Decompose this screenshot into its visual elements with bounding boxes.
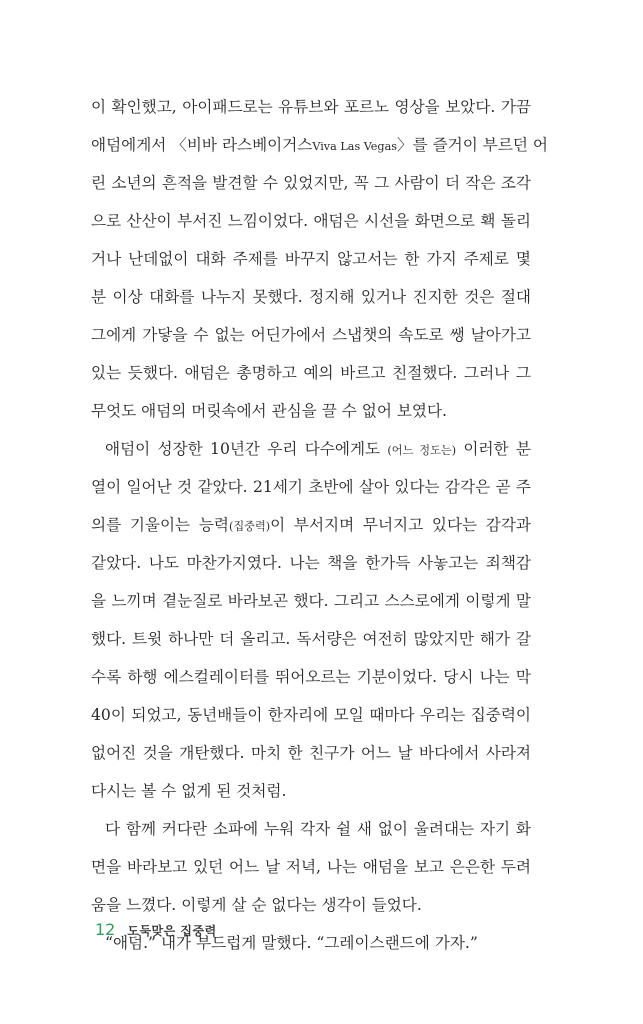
text-line: 을 느끼며 곁눈질로 바라보곤 했다. 그리고 스스로에게 이렇게 말 — [91, 592, 531, 610]
parenthetical: (어느 정도는) — [387, 444, 457, 457]
text-line: 없어진 것을 개탄했다. 마치 한 친구가 어느 날 바다에서 사라져 — [91, 744, 531, 762]
text-line: 했다. 트윗 하나만 더 올리고. 독서량은 여전히 많았지만 해가 갈 — [91, 630, 531, 648]
running-title: 도둑맞은 집중력 — [127, 924, 217, 938]
text-line: 애덤이 성장한 10년간 우리 다수에게도 (어느 정도는) 이러한 분 — [105, 440, 531, 458]
text-line: 그에게 가닿을 수 없는 어딘가에서 스냅챗의 속도로 쌩 날아가고 — [91, 326, 531, 344]
text-line: 같았다. 나도 마찬가지였다. 나는 책을 한가득 사놓고는 죄책감 — [91, 554, 531, 572]
text-line: 있는 듯했다. 애덤은 총명하고 예의 바르고 친절했다. 그러나 그 — [91, 364, 531, 382]
text-line: 으로 산산이 부서진 느낌이었다. 애덤은 시선을 화면으로 홱 돌리 — [91, 212, 531, 230]
text-line: 수록 하행 에스컬레이터를 뛰어오르는 기분이었다. 당시 나는 막 — [91, 668, 531, 686]
text-line: 다시는 볼 수 없게 된 것처럼. — [91, 782, 287, 800]
text-line: 린 소년의 흔적을 발견할 수 있었지만, 꼭 그 사람이 더 작은 조각 — [91, 174, 531, 192]
text-line: 면을 바라보고 있던 어느 날 저녁, 나는 애덤을 보고 은은한 두려 — [91, 858, 531, 876]
parenthetical: (집중력) — [228, 520, 271, 533]
text-line: “애덤.” 내가 부드럽게 말했다. “그레이스랜드에 가자.” — [105, 934, 478, 952]
text-line: 의를 기울이는 능력(집중력)이 부서지며 무너지고 있다는 감각과 — [91, 516, 531, 534]
text-line: 다 함께 커다란 소파에 누워 각자 쉴 새 없이 울려대는 자기 화 — [105, 820, 531, 838]
text-line: 거나 난데없이 대화 주제를 바꾸지 않고서는 한 가지 주제로 몇 — [91, 250, 531, 268]
text-line: 분 이상 대화를 나누지 못했다. 정지해 있거나 진지한 것은 절대 — [91, 288, 531, 306]
text-line: 애덤에게서 〈비바 라스베이거스Viva Las Vegas〉를 즐거이 부르던 어 — [91, 136, 548, 154]
text-line: 이 확인했고, 아이패드로는 유튜브와 포르노 영상을 보았다. 가끔 — [91, 98, 531, 116]
english-title: Viva Las Vegas — [312, 140, 397, 153]
text-line: 움을 느꼈다. 이렇게 살 순 없다는 생각이 들었다. — [91, 896, 422, 914]
text-line: 무엇도 애덤의 머릿속에서 관심을 끌 수 없어 보였다. — [91, 402, 447, 420]
body-text — [91, 88, 548, 962]
text-line: 40이 되었고, 동년배들이 한자리에 모일 때마다 우리는 집중력이 — [91, 706, 531, 724]
page-number: 12 — [95, 920, 116, 939]
page-footer — [95, 920, 217, 939]
text-line: 열이 일어난 것 같았다. 21세기 초반에 살아 있다는 감각은 곧 주 — [91, 478, 531, 496]
